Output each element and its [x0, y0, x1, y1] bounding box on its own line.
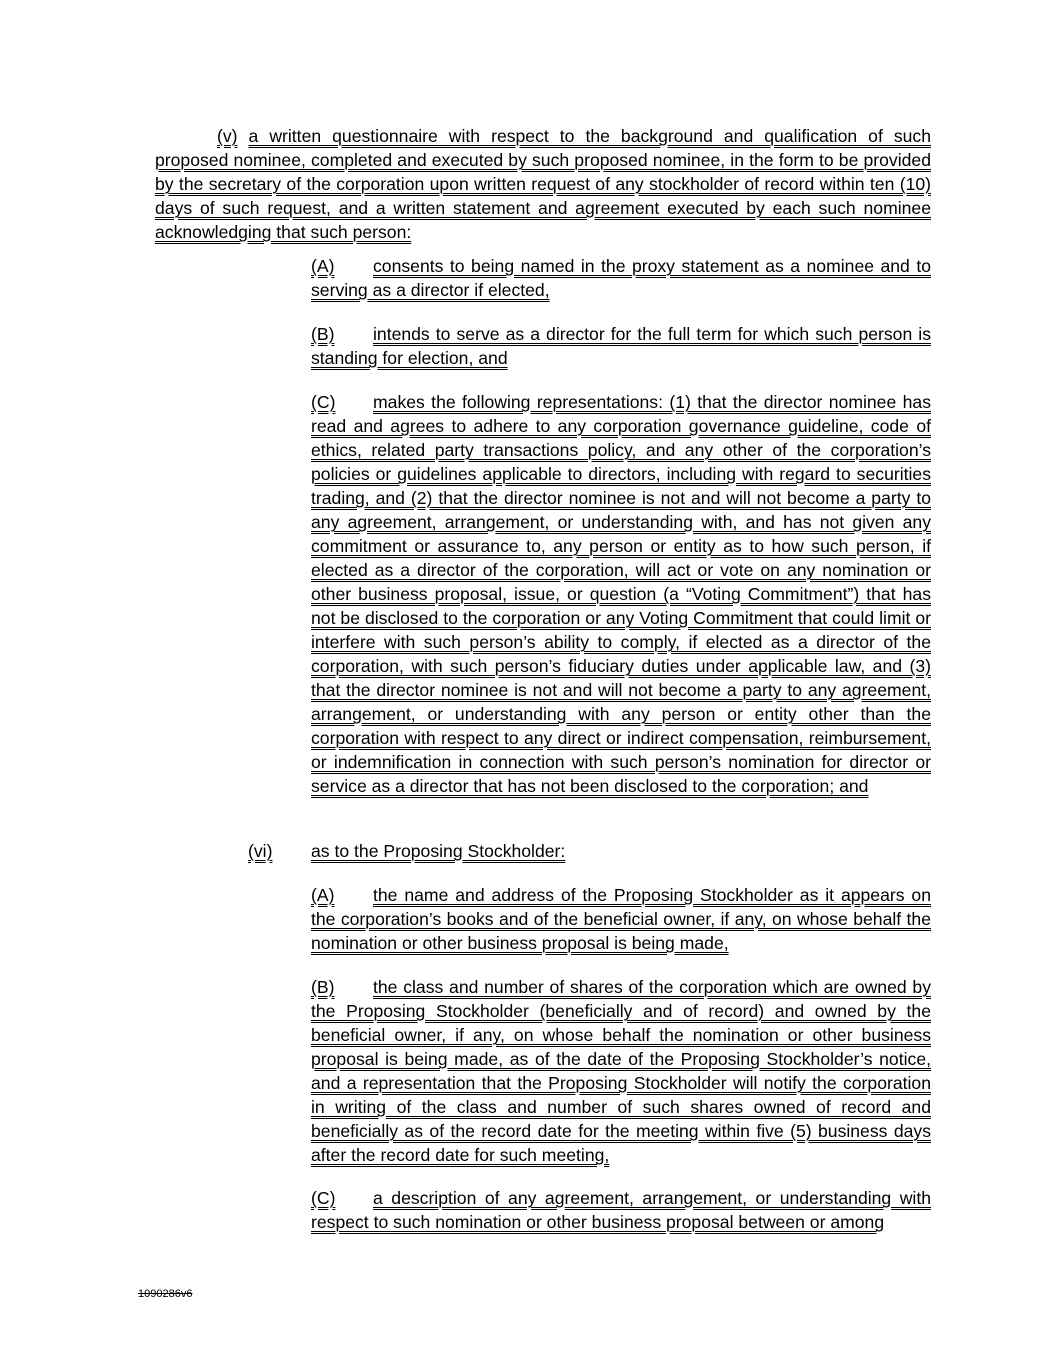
- clause-v-item-a-label: (A): [311, 256, 335, 276]
- clause-v-item-a-text: consents to being named in the proxy statement as a nominee and to serving as a director if elected,: [311, 256, 931, 300]
- clause-vi-item-b-label: (B): [311, 977, 335, 997]
- clause-vi-item-a: [311, 883, 931, 955]
- clause-vi-item-a-text: the name and address of the Proposing Stockholder as it appears on the corporation’s books and of the beneficial owner, if any, on whose behalf the nomination or other business proposal is being made,: [311, 885, 931, 953]
- clause-v-item-c-label: (C): [311, 392, 336, 412]
- clause-v-item-c-text: makes the following representations: (1) that the director nominee has read and agrees to adhere to any corporation governance guideline, code of ethics, related party transactions policy, and any other of the corporation’s policies or guidelines applicable to directors, including with regard to securities trading, and (2) that the director nominee is not and will not become a party to any agreement, arrangement, or understanding with, and has not given any commitment or assurance to, any person or entity as to how such person, if elected as a director of the corporation, will act or vote on any nomination or other business proposal, issue, or question (a “Voting Commitment”) that has not be disclosed to the corporation or any Voting Commitment that could limit or interfere with such person’s ability to comply, if elected as a director of the corporation, with such person’s fiduciary duties under applicable law, and (3) that the director nominee is not and will not become a party to any agreement, arrangement, or understanding with any person or entity other than the corporation with respect to any direct or indirect compensation, reimbursement, or indemnification in connection with such person’s nomination for director or service as a director that has not been disclosed to the corporation; and: [311, 392, 931, 796]
- clause-v-label: (v): [217, 126, 238, 146]
- clause-v-item-a: [311, 254, 931, 302]
- clause-v: [155, 124, 931, 244]
- clause-vi-label: (vi): [248, 841, 273, 861]
- clause-vi-item-c-text: a description of any agreement, arrangement, or understanding with respect to such nomination or other business proposal between or among: [311, 1188, 931, 1232]
- clause-v-item-b-label: (B): [311, 324, 335, 344]
- clause-v-text: a written questionnaire with respect to the background and qualification of such proposed nominee, completed and executed by such proposed nominee, in the form to be provided by the secretary of the corporation upon written request of any stockholder of record within ten (10) days of such request, and a written statement and agreement executed by each such nominee acknowledging that such person:: [155, 126, 932, 242]
- clause-vi: [248, 839, 931, 863]
- clause-v-item-b-text: intends to serve as a director for the full term for which such person is standing for election, and: [311, 324, 931, 368]
- clause-vi-item-b-text: the class and number of shares of the corporation which are owned by the Proposing Stockholder (beneficially and of record) and owned by the beneficial owner, if any, on whose behalf the nomination or other business proposal is being made, as of the date of the Proposing Stockholder’s notice, and a representation that the Proposing Stockholder will notify the corporation in writing of the class and number of such shares owned of record and beneficially as of the record date for the meeting within five (5) business days after the record date for such meeting,: [311, 977, 931, 1165]
- clause-vi-item-a-label: (A): [311, 885, 335, 905]
- clause-vi-item-c-label: (C): [311, 1188, 336, 1208]
- clause-vi-text: as to the Proposing Stockholder:: [311, 841, 566, 861]
- clause-v-item-c: [311, 390, 931, 798]
- clause-vi-item-c: [311, 1186, 931, 1234]
- document-id-footer: 1090286v6: [138, 1288, 193, 1300]
- clause-v-item-b: [311, 322, 931, 370]
- clause-vi-item-b: [311, 975, 931, 1167]
